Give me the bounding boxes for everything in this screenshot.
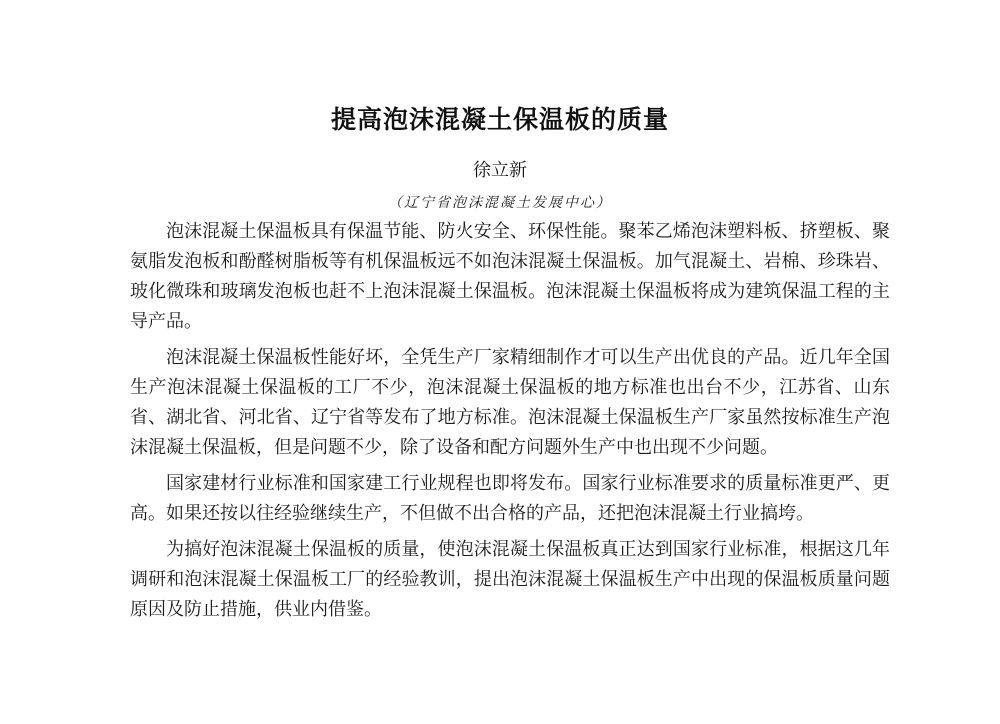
body-paragraph: 泡沫混凝土保温板具有保温节能、防火安全、环保性能。聚苯乙烯泡沫塑料板、挤塑板、聚氨脂发泡板和酚醛树脂板等有机保温板远不如泡沫混凝土保温板。加气混凝土、岩棉、珍珠岩、玻化微珠和玻璃发泡板也赶不上泡沫混凝土保温板。泡沫混凝土保温板将成为建筑保温工程的主导产品。	[130, 221, 890, 332]
body-paragraph: 泡沫混凝土保温板性能好坏，全凭生产厂家精细制作才可以生产出优良的产品。近几年全国生产泡沫混凝土保温板的工厂不少，泡沫混凝土保温板的地方标准也出台不少，江苏省、山东省、湖北省、河北省、辽宁省等发布了地方标准。泡沫混凝土保温板生产厂家虽然按标准生产泡沫混凝土保温板，但是问题不少，除了设备和配方问题外生产中也出现不少问题。	[130, 347, 890, 458]
article-title: 提高泡沫混凝土保温板的质量	[330, 105, 669, 134]
body-paragraph: 为搞好泡沫混凝土保温板的质量，使泡沫混凝土保温板真正达到国家行业标准，根据这几年调研和泡沫混凝土保温板工厂的经验教训，提出泡沫混凝土保温板生产中出现的保温板质量问题原因及防止措施，供业内借鉴。	[130, 539, 890, 620]
article-body	[130, 217, 890, 625]
author-affiliation: （辽宁省泡沫混凝土发展中心）	[388, 195, 612, 211]
author-name: 徐立新	[473, 160, 527, 181]
body-paragraph: 国家建材行业标准和国家建工行业规程也即将发布。国家行业标准要求的质量标准更严、更高。如果还按以往经验继续生产，不但做不出合格的产品，还把泡沫混凝土行业搞垮。	[130, 473, 890, 524]
